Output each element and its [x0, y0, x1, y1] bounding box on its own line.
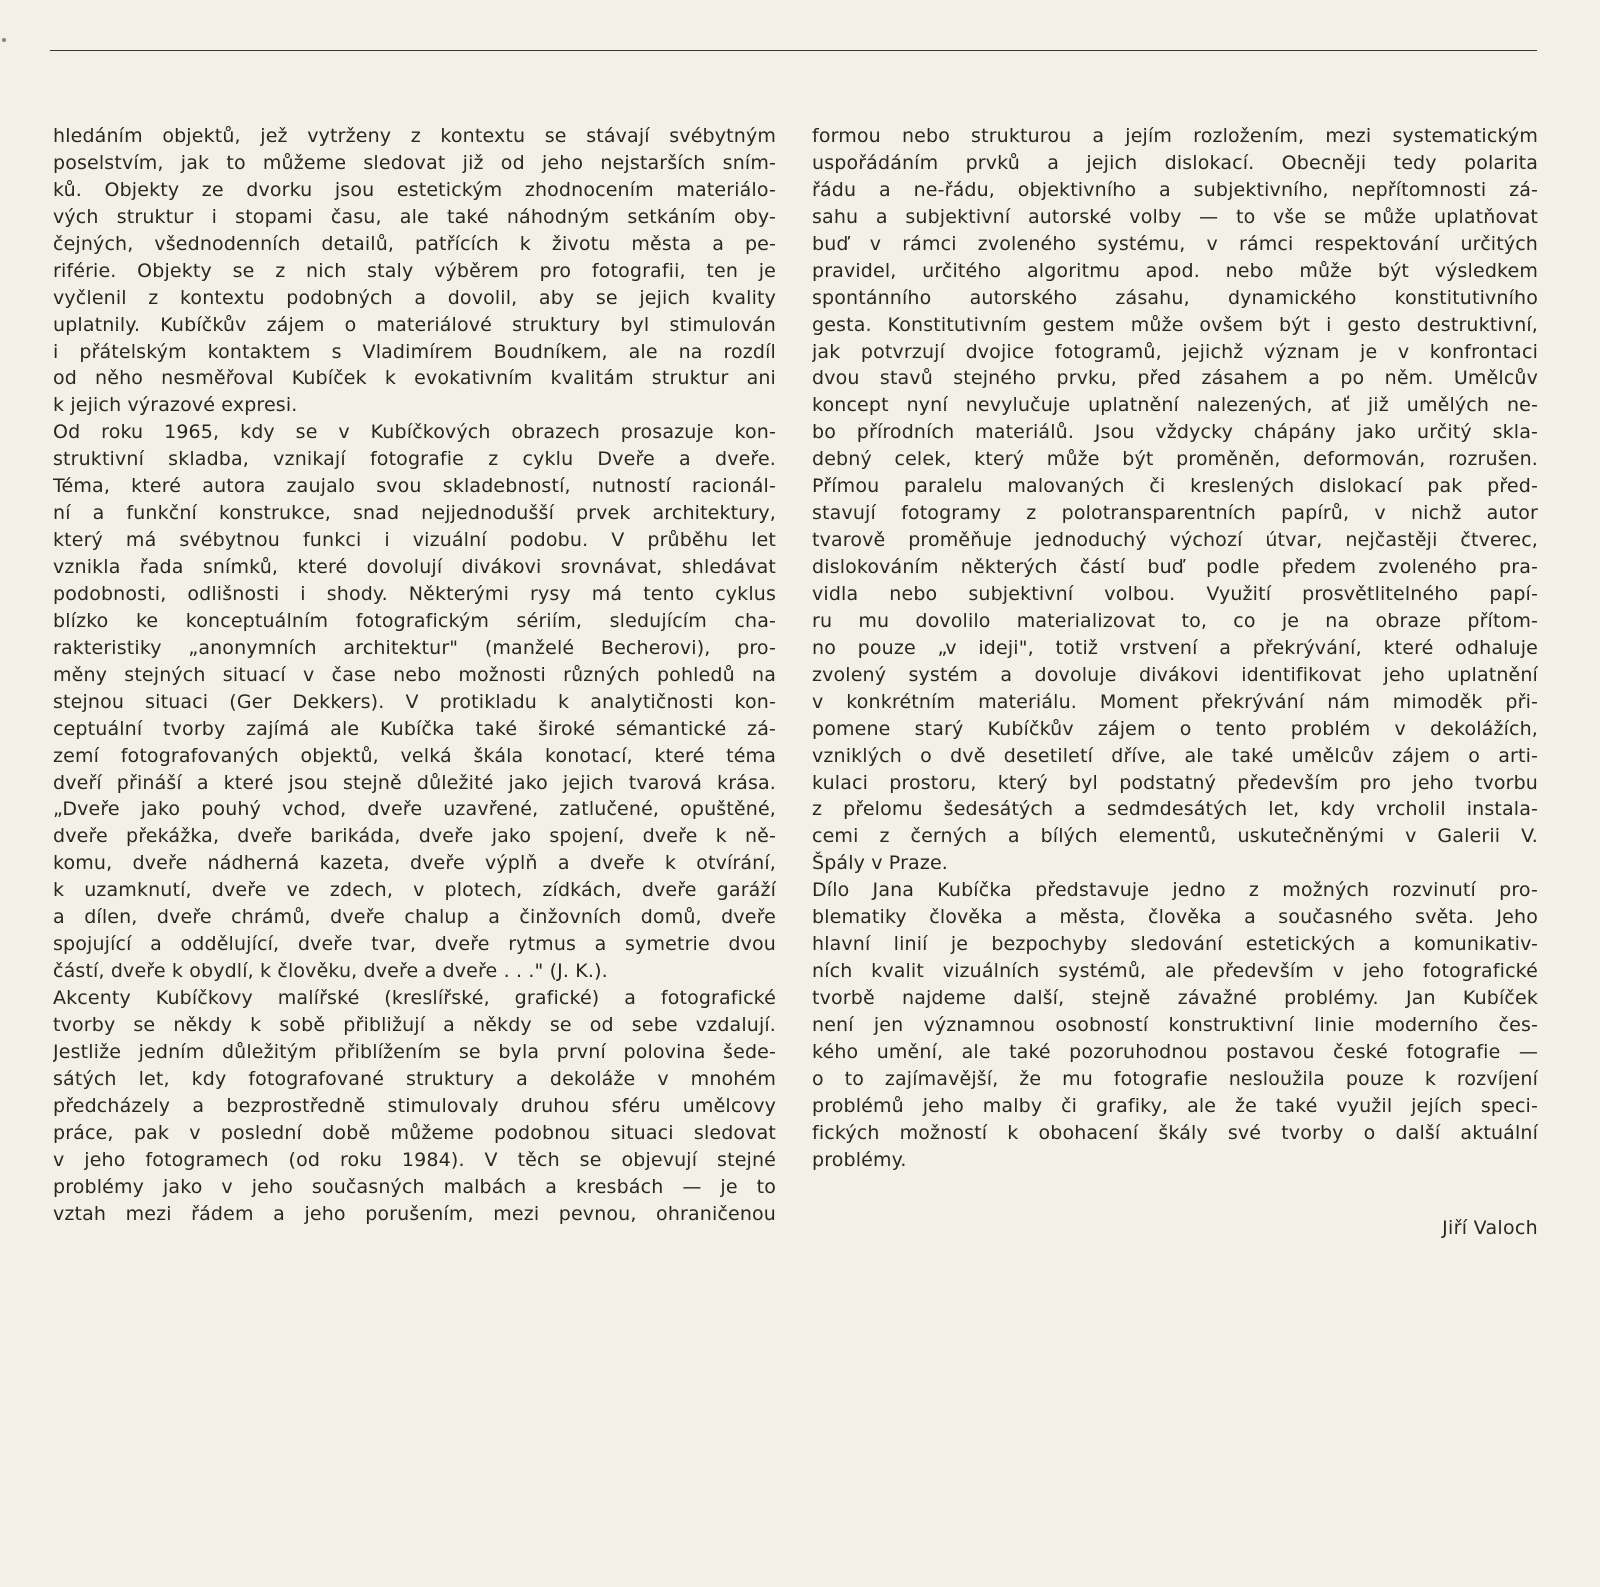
text-line: cemi z černých a bílých elementů, uskutečněnými v Galerii V. [812, 825, 1538, 848]
text-line: hledáním objektů, jež vytrženy z kontextu se stávají svébytným [53, 125, 776, 147]
text-line: z přelomu šedesátých a sedmdesátých let, kdy vrcholil instala- [812, 798, 1538, 821]
corner-dot [2, 38, 6, 42]
text-line: vzniklých o dvě desetiletí dříve, ale také umělcův zájem o arti- [812, 744, 1538, 767]
text-line: tvorbě najdeme další, stejně závažné problémy. Jan Kubíček [812, 987, 1538, 1009]
text-line: ru mu dovolilo materializovat to, co je na obraze přítom- [812, 609, 1538, 632]
text-line: pravidel, určitého algoritmu apod. nebo může být výsledkem [812, 259, 1538, 282]
text-line: blematiky člověka a města, člověka a současného světa. Jeho [812, 906, 1538, 929]
text-line: no pouze „v ideji", totiž vrstvení a překrývání, které odhaluje [812, 636, 1538, 659]
text-line: podobnosti, odlišnosti i shody. Některými rysy má tento cyklus [53, 582, 776, 605]
text-line: zemí fotografovaných objektů, velká škála konotací, které téma [53, 744, 776, 767]
text-line: poselstvím, jak to můžeme sledovat již od jeho nejstarších sním- [53, 151, 776, 174]
text-line: problémů jeho malby či grafiky, ale že také využil jejích speci- [812, 1094, 1538, 1117]
text-line: jak potvrzují dvojice fotogramů, jejichž význam je v konfrontaci [812, 340, 1538, 363]
text-line: v konkrétním materiálu. Moment překrývání nám mimoděk při- [812, 690, 1538, 713]
text-line: a dílen, dveře chrámů, dveře chalup a činžovních domů, dveře [53, 906, 776, 929]
header-rule [50, 50, 1537, 51]
text-line: sahu a subjektivní autorské volby — to vše se může uplatňovat [812, 205, 1538, 228]
text-line: dveří přináší a které jsou stejně důležité jako jejich tvarová krása. [53, 771, 776, 794]
text-line: vidla nebo subjektivní volbou. Využití prosvětlitelného papí- [812, 582, 1538, 605]
author-signature: Jiří Valoch [1442, 1217, 1538, 1239]
text-line: Od roku 1965, kdy se v Kubíčkových obrazech prosazuje kon- [53, 421, 776, 444]
text-line: uplatnily. Kubíčkův zájem o materiálové struktury byl stimulován [53, 313, 776, 336]
text-line: vyčlenil z kontextu podobných a dovolil, aby se jejich kvality [53, 286, 776, 309]
text-line: blízko ke konceptuálním fotografickým sériím, sledujícím cha- [53, 609, 776, 632]
text-line: buď v rámci zvoleného systému, v rámci respektování určitých [812, 232, 1538, 255]
text-line: k uzamknutí, dveře ve zdech, v plotech, zídkách, dveře garáží [53, 879, 776, 902]
text-line: kulaci prostoru, který byl podstatný především pro jeho tvorbu [812, 771, 1538, 794]
text-line: gesta. Konstitutivním gestem může ovšem být i gesto destruktivní, [812, 313, 1538, 336]
left-text-column [53, 123, 776, 1227]
text-line: riférie. Objekty se z nich staly výběrem pro fotografii, ten je [53, 259, 776, 282]
text-line: zvolený systém a dovoluje divákovi identifikovat jeho uplatnění [812, 663, 1538, 686]
text-line: dislokováním některých částí buď podle předem zvoleného pra- [812, 556, 1538, 578]
text-line: formou nebo strukturou a jejím rozložením, mezi systematickým [812, 125, 1538, 147]
text-line: ní a funkční konstrukce, snad nejjednodušší prvek architektury, [53, 502, 776, 525]
text-line: stavují fotogramy z polotransparentních papírů, v nichž autor [812, 502, 1538, 525]
text-line: který má svébytnou funkci i vizuální podobu. V průběhu let [53, 529, 776, 552]
text-line: komu, dveře nádherná kazeta, dveře výplň a dveře k otvírání, [53, 852, 776, 875]
text-line: kého umění, ale také pozoruhodnou postavou české fotografie — [812, 1040, 1538, 1063]
text-line: měny stejných situací v čase nebo možnosti různých pohledů na [53, 663, 776, 686]
text-line: ků. Objekty ze dvorku jsou estetickým zhodnocením materiálo- [53, 178, 776, 201]
text-line: dveře překážka, dveře barikáda, dveře jako spojení, dveře k ně- [53, 825, 776, 848]
text-line: hlavní linií je bezpochyby sledování estetických a komunikativ- [812, 933, 1538, 956]
text-line: ceptuální tvorby zajímá ale Kubíčka také široké sémantické zá- [53, 717, 776, 740]
text-line: vztah mezi řádem a jeho porušením, mezi pevnou, ohraničenou [53, 1202, 776, 1225]
text-line: čejných, všednodenních detailů, patřících k životu města a pe- [53, 232, 776, 255]
text-line: bo přírodních materiálů. Jsou vždycky chápány jako určitý skla- [812, 421, 1538, 444]
text-line: i přátelským kontaktem s Vladimírem Boudníkem, ale na rozdíl [53, 340, 776, 363]
text-line: Téma, které autora zaujalo svou skladebností, nutností racionál- [53, 475, 776, 498]
text-line: o to zajímavější, že mu fotografie nesloužila pouze k rozvíjení [812, 1067, 1538, 1090]
text-line: tvorby se někdy k sobě přibližují a někdy se od sebe vzdalují. [53, 1013, 776, 1036]
text-line: Přímou paralelu malovaných či kreslených dislokací pak před- [812, 475, 1538, 498]
text-line: pomene starý Kubíčkův zájem o tento problém v dekolážích, [812, 717, 1538, 740]
text-line: struktivní skladba, vznikají fotografie z cyklu Dveře a dveře. [53, 448, 776, 471]
text-line: stejnou situaci (Ger Dekkers). V protikladu k analytičnosti kon- [53, 690, 776, 713]
text-line: koncept nyní nevylučuje uplatnění nalezených, ať již umělých ne- [812, 394, 1538, 417]
text-line: rakteristiky „anonymních architektur" (manželé Becherovi), pro- [53, 636, 776, 659]
text-line: spojující a oddělující, dveře tvar, dveře rytmus a symetrie dvou [53, 933, 776, 956]
right-text-column [812, 123, 1538, 1174]
text-line: v jeho fotogramech (od roku 1984). V těch se objevují stejné [53, 1148, 776, 1171]
text-line: Jestliže jedním důležitým přiblížením se byla první polovina šede- [53, 1040, 776, 1063]
text-line: k jejich výrazové expresi. [53, 394, 298, 417]
text-line: problémy. [812, 1148, 907, 1171]
text-line: ních kvalit vizuálních systémů, ale především v jeho fotografické [812, 960, 1538, 983]
text-line: problémy jako v jeho současných malbách a kresbách — je to [53, 1175, 776, 1198]
text-line: Akcenty Kubíčkovy malířské (kreslířské, grafické) a fotografické [53, 987, 776, 1009]
text-line: sátých let, kdy fotografované struktury a dekoláže v mnohém [53, 1067, 776, 1090]
text-line: předcházely a bezprostředně stimulovaly druhou sféru umělcovy [53, 1094, 776, 1117]
text-line: Špály v Praze. [812, 852, 948, 875]
text-line: práce, pak v poslední době můžeme podobnou situaci sledovat [53, 1121, 776, 1144]
text-line: uspořádáním prvků a jejich dislokací. Obecněji tedy polarita [812, 151, 1538, 174]
text-line: není jen významnou osobností konstruktivní linie moderního čes- [812, 1013, 1538, 1036]
text-line: vznikla řada snímků, které dovolují divákovi srovnávat, shledávat [53, 556, 776, 578]
text-line: „Dveře jako pouhý vchod, dveře uzavřené, zatlučené, opuštěné, [53, 798, 776, 821]
text-line: fických možností k obohacení škály své tvorby o další aktuální [812, 1121, 1538, 1144]
text-line: Dílo Jana Kubíčka představuje jedno z možných rozvinutí pro- [812, 879, 1538, 902]
text-line: dvou stavů stejného prvku, před zásahem a po něm. Umělcův [812, 367, 1538, 390]
text-line: vých struktur i stopami času, ale také náhodným setkáním oby- [53, 205, 776, 228]
text-line: od něho nesměřoval Kubíček k evokativním kvalitám struktur ani [53, 367, 776, 390]
text-line: řádu a ne-řádu, objektivního a subjektivního, nepřítomnosti zá- [812, 178, 1538, 201]
text-line: částí, dveře k obydlí, k člověku, dveře a dveře . . ." (J. K.). [53, 960, 608, 983]
text-line: spontánního autorského zásahu, dynamického konstitutivního [812, 286, 1538, 309]
text-line: debný celek, který může být proměněn, deformován, rozrušen. [812, 448, 1538, 471]
text-line: tvarově proměňuje jednoduchý výchozí útvar, nejčastěji čtverec, [812, 529, 1538, 552]
